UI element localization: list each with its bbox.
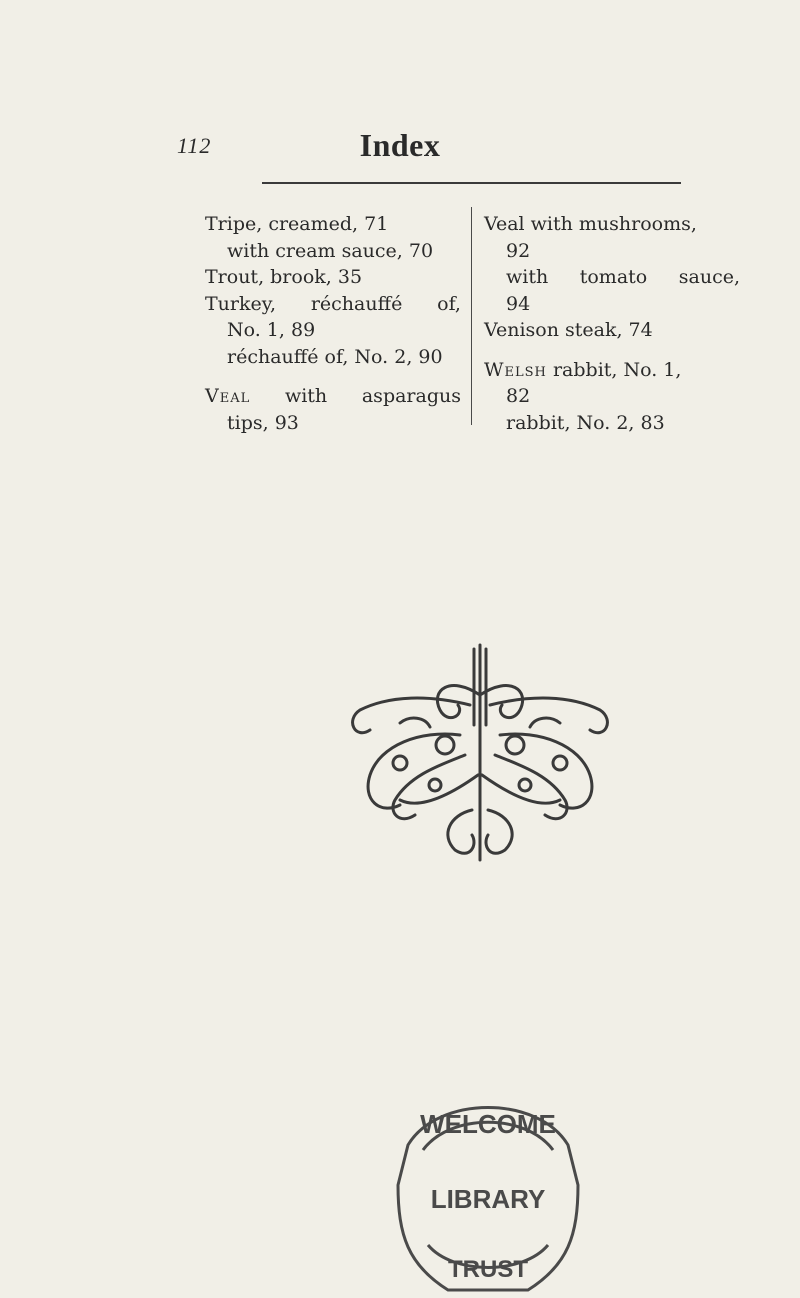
page-number: 112 bbox=[177, 133, 212, 158]
index-entry: Tripe, creamed, 71 bbox=[205, 213, 389, 235]
index-subentry: with cream sauce, 70 bbox=[227, 239, 434, 262]
stamp-top-text: WELCOME bbox=[420, 1109, 556, 1139]
index-entry bbox=[484, 357, 744, 384]
index-entry bbox=[205, 383, 461, 410]
index-entry-word: réchauffé bbox=[310, 292, 403, 315]
index-entry-word: rabbit, No. 1, bbox=[552, 358, 682, 381]
index-subentry: 82 bbox=[506, 385, 531, 407]
index-subentry: tips, 93 bbox=[227, 411, 299, 434]
index-subentry: 92 bbox=[506, 239, 531, 262]
index-entry bbox=[205, 291, 461, 318]
index-entry-word: with bbox=[506, 266, 549, 288]
running-head-title: Index bbox=[359, 127, 441, 163]
index-subentry: rabbit, No. 2, 83 bbox=[506, 411, 665, 434]
stamp-middle-text: LIBRARY bbox=[430, 1184, 546, 1214]
index-column-right bbox=[484, 211, 744, 436]
index-subentry: réchauffé of, No. 2, 90 bbox=[227, 345, 443, 368]
index-entry: Venison steak, 74 bbox=[484, 319, 653, 341]
index-entry: Veal with mushrooms, bbox=[484, 213, 697, 235]
library-stamp-icon bbox=[378, 1075, 598, 1298]
index-entry-word: Welsh bbox=[484, 358, 547, 381]
index-subentry: No. 1, 89 bbox=[227, 319, 316, 341]
index-entry-word: sauce, bbox=[678, 266, 740, 288]
index-entry: Trout, brook, 35 bbox=[205, 266, 363, 288]
index-entry-word: Veal bbox=[205, 385, 251, 407]
index-entry-word: tomato bbox=[579, 266, 648, 288]
index-subentry: 94 bbox=[506, 292, 531, 315]
header-rule bbox=[262, 182, 681, 184]
index-column-left bbox=[205, 211, 465, 436]
index-subentry bbox=[484, 264, 740, 291]
index-entry-word: with bbox=[284, 385, 328, 407]
column-divider bbox=[471, 207, 472, 425]
index-entry-word: Turkey, bbox=[205, 292, 276, 315]
decorative-ornament-icon bbox=[340, 635, 620, 865]
index-entry-word: asparagus bbox=[361, 385, 461, 407]
index-entry-word: of, bbox=[437, 292, 461, 315]
stamp-bottom-text: TRUST bbox=[448, 1256, 528, 1283]
